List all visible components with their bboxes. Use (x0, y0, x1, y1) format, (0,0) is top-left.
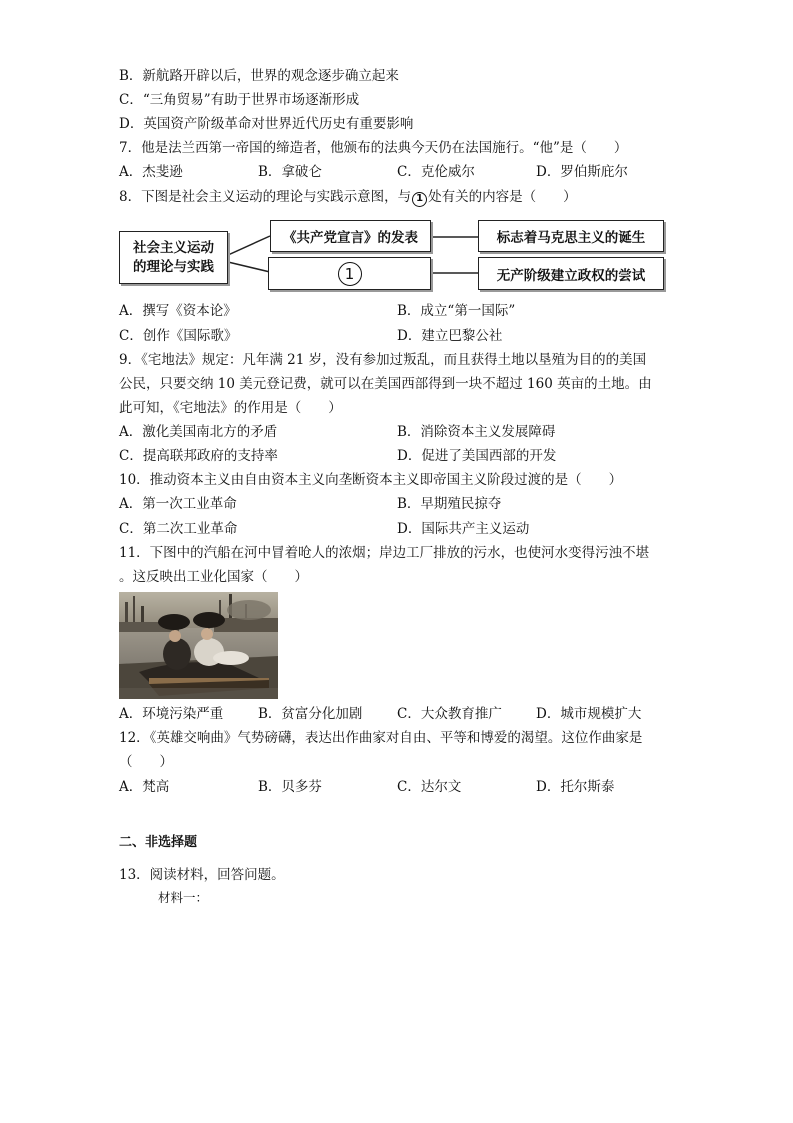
question-11-line1: 11．下图中的汽船在河中冒着呛人的浓烟；岸边工厂排放的污水，也使河水变得污浊不堪 (119, 545, 650, 561)
q10-option-b: B．早期殖民掠夺 (397, 496, 502, 512)
q8-stem-part1: 8．下图是社会主义运动的理论与实践示意图，与 (119, 189, 412, 205)
q12-option-d: D．托尔斯泰 (536, 779, 615, 795)
q8-option-d: D．建立巴黎公社 (397, 328, 503, 344)
question-9-line3: 此可知，《宅地法》的作用是（ ） (119, 400, 342, 416)
diagram-proletariat-box (478, 257, 664, 290)
q11-option-d: D．城市规模扩大 (536, 706, 642, 722)
q11-option-a: A．环境污染严重 (119, 706, 224, 722)
question-9-line2: 公民，只要交纳 10 美元登记费，就可以在美国西部得到一块不超过 160 英亩的土地。由 (119, 376, 652, 392)
q12-option-c: C．达尔文 (397, 779, 462, 795)
q12-option-b: B．贝多芬 (258, 779, 322, 795)
q9-option-a: A．激化美国南北方的矛盾 (119, 424, 278, 440)
q8-option-c: C．创作《国际歌》 (119, 328, 238, 344)
option-line-c: C．“三角贸易”有助于世界市场逐渐形成 (119, 92, 360, 108)
question-13-stem: 13．阅读材料，回答问题。 (119, 867, 285, 883)
question-11-line2: 。这反映出工业化国家（ ） (119, 569, 308, 585)
question-12-line2: （ ） (119, 754, 173, 770)
q8-option-b: B．成立“第一国际” (397, 303, 516, 319)
option-line-b: B．新航路开辟以后，世界的观念逐步确立起来 (119, 68, 399, 84)
q9-option-b: B．消除资本主义发展障碍 (397, 424, 556, 440)
circled-number-1-icon: 1 (338, 262, 362, 286)
diagram-manifesto-box (270, 220, 431, 252)
question-7-stem: 7．他是法兰西第一帝国的缔造者，他颁布的法典今天仍在法国施行。“他”是（ ） (119, 140, 628, 156)
diagram-root-line2: 的理论与实践 (133, 258, 214, 275)
q11-option-b: B．贫富分化加剧 (258, 706, 363, 722)
q10-option-a: A．第一次工业革命 (119, 496, 237, 512)
q7-option-a: A．杰斐逊 (119, 164, 183, 180)
q8-option-a: A．撰写《资本论》 (119, 303, 237, 319)
q8-stem-part2: 处有关的内容是（ ） (428, 189, 577, 205)
diagram-marxism-box (478, 220, 664, 252)
diagram-root-box (119, 231, 228, 284)
q7-option-d: D．罗伯斯庇尔 (536, 164, 628, 180)
q7-option-b: B．拿破仑 (258, 164, 322, 180)
q7-option-c: C．克伦威尔 (397, 164, 475, 180)
q11-option-c: C．大众教育推广 (397, 706, 502, 722)
q9-option-d: D．促进了美国西部的开发 (397, 448, 557, 464)
material-1-label: 材料一： (158, 890, 209, 905)
question-10-stem: 10．推动资本主义由自由资本主义向垄断资本主义即帝国主义阶段过渡的是（ ） (119, 472, 623, 488)
diagram-root-line1: 社会主义运动 (133, 239, 214, 256)
diagram-manifesto-text: 《共产党宣言》的发表 (283, 230, 418, 246)
painting-illustration (119, 592, 278, 699)
q10-option-c: C．第二次工业革命 (119, 521, 238, 537)
question-9-line1: 9．《宅地法》规定：凡年满 21 岁，没有参加过叛乱，而且获得土地以垦殖为目的的美国 (119, 352, 647, 368)
q12-option-a: A．梵高 (119, 779, 170, 795)
diagram-proletariat-text: 无产阶级建立政权的尝试 (496, 267, 646, 284)
section-heading: 二、非选择题 (119, 835, 198, 850)
diagram-blank-box (268, 257, 431, 290)
option-line-d: D．英国资产阶级革命对世界近代历史有重要影响 (119, 116, 414, 132)
q9-option-c: C．提高联邦政府的支持率 (119, 448, 278, 464)
steamboat-painting-image (119, 592, 278, 699)
q10-option-d: D．国际共产主义运动 (397, 521, 530, 537)
diagram-marxism-text: 标志着马克思主义的诞生 (496, 230, 646, 246)
circled-number-icon: 1 (412, 192, 427, 207)
question-12-line1: 12．《英雄交响曲》气势磅礴，表达出作曲家对自由、平等和博爱的渴望。这位作曲家是 (119, 730, 643, 746)
